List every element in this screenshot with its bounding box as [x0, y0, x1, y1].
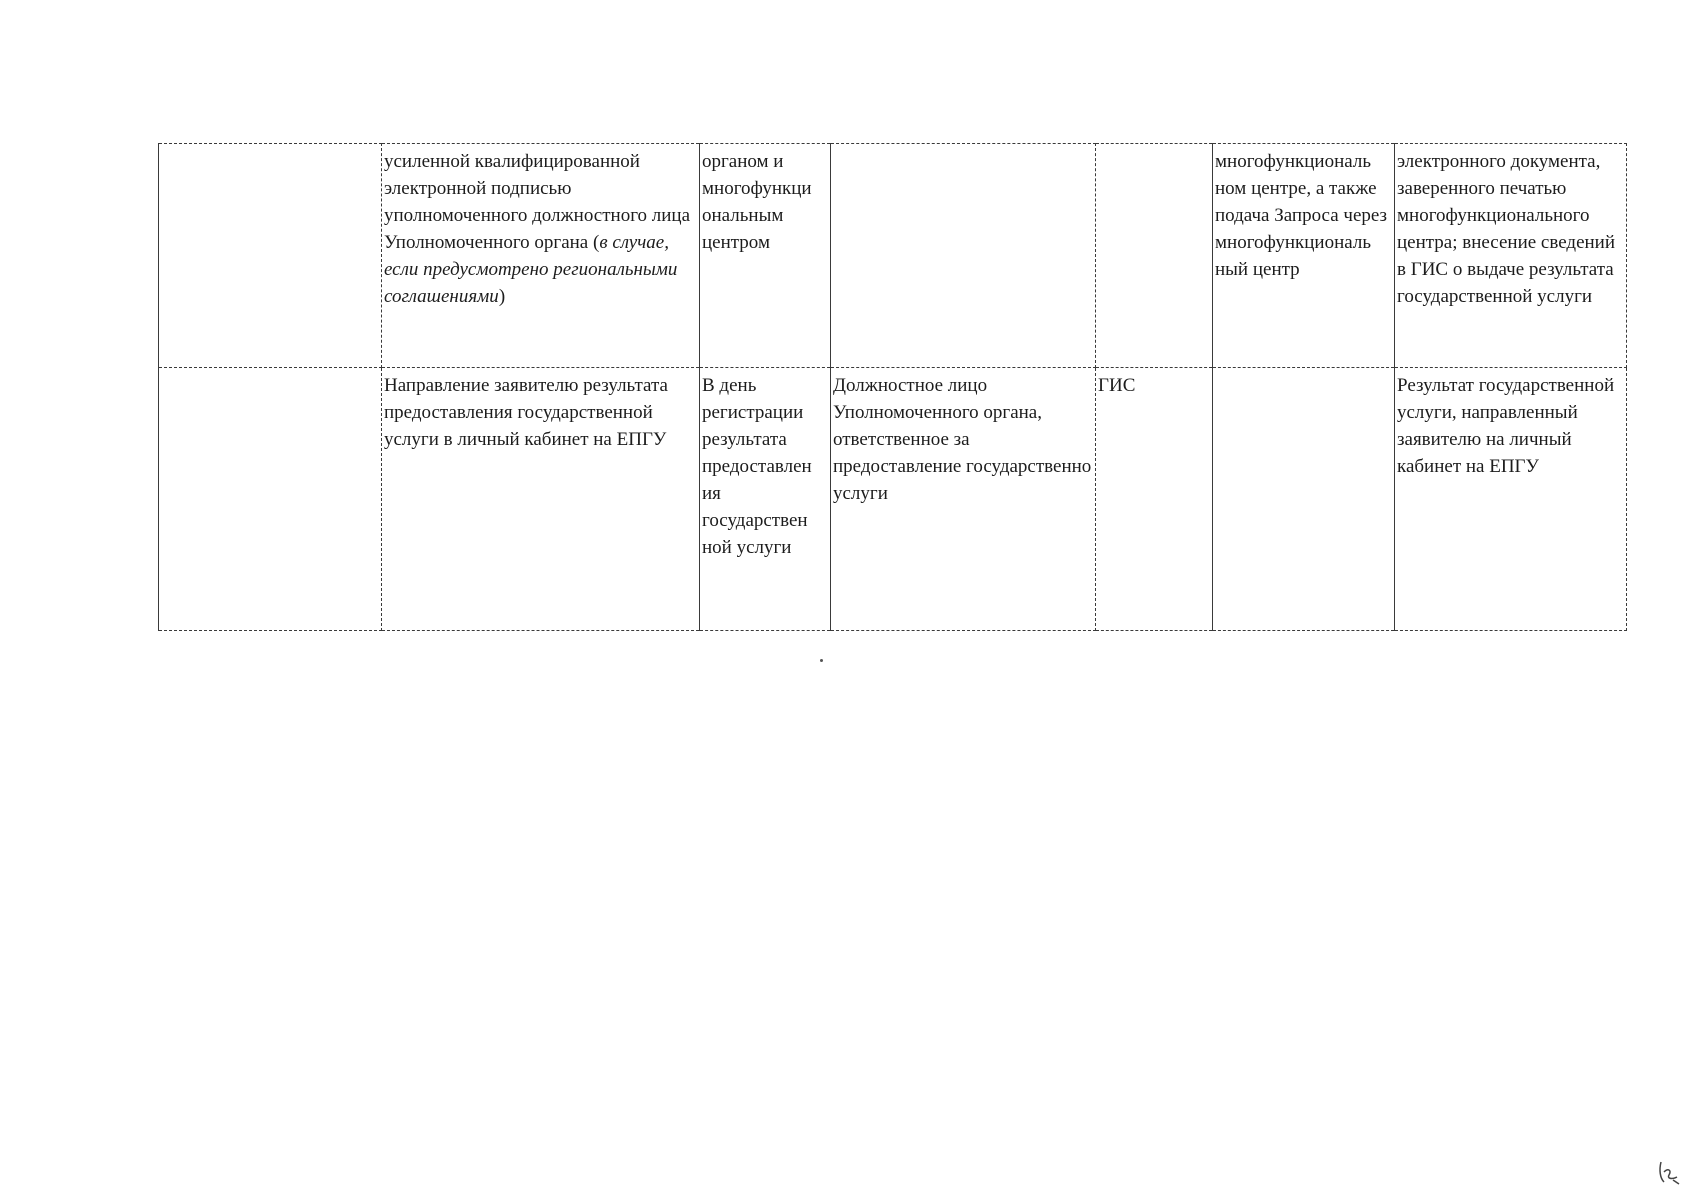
responsible-cell: [831, 144, 1096, 368]
procedure-table: [158, 143, 1627, 631]
initials-mark-icon: [1655, 1158, 1683, 1186]
table-row: [159, 368, 1627, 631]
table-row: [159, 144, 1627, 368]
scan-speck: [820, 659, 823, 662]
time-cell: [700, 368, 831, 631]
action-text: усиленной квалифицированной электронной подписью уполномоченного должностного лица Уполномоченного органа (: [384, 151, 691, 253]
criteria-cell: [1213, 368, 1395, 631]
responsible-text: Должностное лицо Уполномоченного органа, ответственное за предоставление государственно услуги: [833, 375, 1092, 504]
system-text: ГИС: [1098, 375, 1136, 396]
system-cell: [1096, 144, 1213, 368]
criteria-cell: [1213, 144, 1395, 368]
action-text-end: ): [498, 286, 506, 307]
action-cell: [382, 144, 700, 368]
time-text: В день регистрации результата предоставлен ия государствен ной услуги: [702, 375, 812, 558]
result-text: Результат государственной услуги, направленный заявителю на личный кабинет на ЕПГУ: [1397, 375, 1615, 477]
action-italic-text: в случае, если предусмотрено региональными соглашениями: [384, 232, 678, 307]
action-cell: [382, 368, 700, 631]
system-cell: [1096, 368, 1213, 631]
time-text: органом и многофункци ональным центром: [702, 151, 812, 253]
basis-cell: [159, 368, 382, 631]
result-cell: [1395, 368, 1627, 631]
responsible-cell: [831, 368, 1096, 631]
result-cell: [1395, 144, 1627, 368]
basis-cell: [159, 144, 382, 368]
result-text: электронного документа, заверенного печатью многофункционального центра; внесение сведений в ГИС о выдаче результата государственной услуги: [1397, 151, 1616, 307]
time-cell: [700, 144, 831, 368]
criteria-text: многофункциональ ном центре, а также подача Запроса через многофункциональ ный центр: [1215, 151, 1388, 280]
action-text: Направление заявителю результата предоставления государственной услуги в личный кабинет на ЕПГУ: [384, 375, 668, 450]
